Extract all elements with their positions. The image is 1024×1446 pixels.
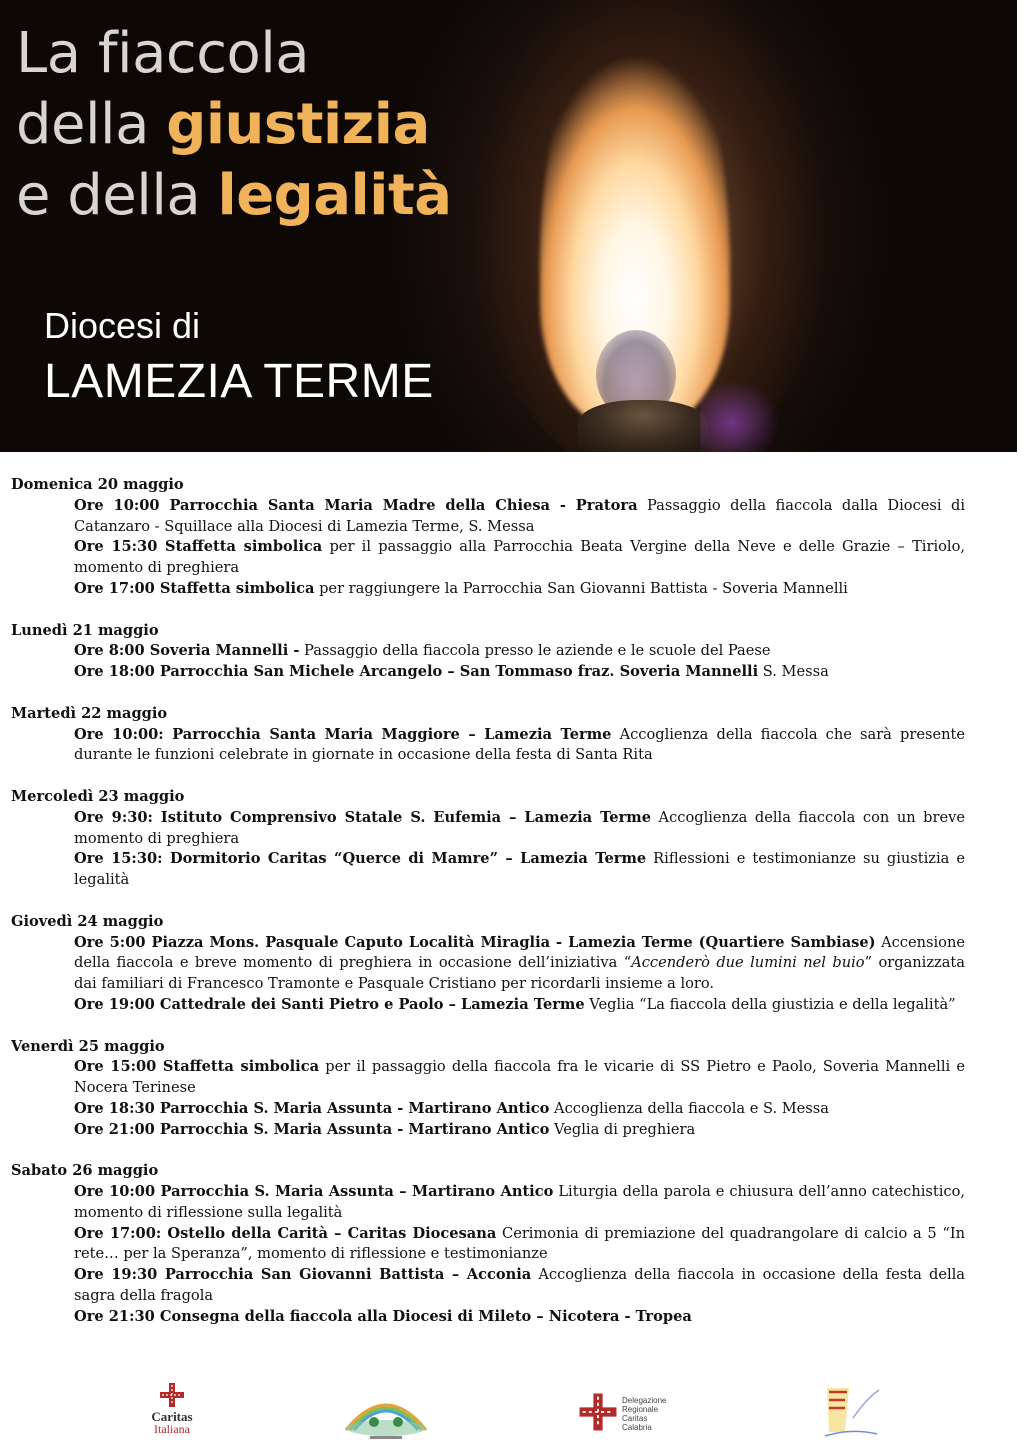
title-highlight: legalità bbox=[217, 163, 452, 228]
event-item bbox=[74, 537, 965, 579]
event-time-place: Ore 8:00 Soveria Mannelli - bbox=[74, 642, 300, 660]
title-line-3 bbox=[16, 163, 452, 228]
event-description: Cerimonia di premiazione del quadrangolare di calcio a 5 “In rete… per la Speranza”, momento di riflessione e testimonianze bbox=[74, 1224, 965, 1263]
event-time-place: Ore 9:30: Istituto Comprensivo Statale S. Eufemia – Lamezia Terme bbox=[74, 808, 652, 826]
event-item bbox=[74, 1265, 965, 1307]
flame-violet-glow bbox=[700, 380, 780, 452]
day-block bbox=[11, 621, 965, 683]
event-description: Passaggio della fiaccola presso le aziende e le scuole del Paese bbox=[299, 642, 771, 660]
event-item bbox=[74, 725, 965, 767]
day-block bbox=[11, 475, 965, 600]
day-title: Domenica 20 maggio bbox=[11, 476, 184, 493]
event-item bbox=[74, 1182, 965, 1224]
day-title: Giovedì 24 maggio bbox=[11, 912, 164, 930]
event-item bbox=[74, 1120, 965, 1141]
event-description: per il passaggio alla Parrocchia Beata Vergine della Neve e delle Grazie – Tiriolo, momento di preghiera bbox=[74, 538, 966, 577]
event-time-place: Ore 10:00: Parrocchia Santa Maria Maggiore – Lamezia Terme bbox=[74, 725, 612, 743]
event-time-place: Ore 17:00: Ostello della Carità – Caritas Diocesana bbox=[74, 1224, 497, 1242]
day-block bbox=[11, 1161, 965, 1327]
event-item bbox=[74, 496, 965, 538]
event-time-place: Ore 10:00 Parrocchia S. Maria Assunta – Martirano Antico bbox=[74, 1183, 554, 1201]
day-title: Sabato 26 maggio bbox=[11, 1162, 159, 1180]
event-description: Riflessioni e testimonianze su giustizia e legalità bbox=[74, 850, 965, 889]
event-time-place: Ore 15:30 Staffetta simbolica bbox=[74, 538, 323, 556]
event-time-place: Ore 19:30 Parrocchia San Giovanni Battista – Acconia bbox=[74, 1266, 532, 1284]
event-item bbox=[74, 1307, 965, 1328]
event-description: Accoglienza della fiaccola in occasione della festa della sagra della fragola bbox=[74, 1266, 965, 1305]
event-description: Accoglienza della fiaccola che sarà presente durante le funzioni celebrate in giornate in occasione della festa di Santa Rita bbox=[74, 725, 965, 764]
schedule bbox=[11, 475, 965, 1348]
day-block bbox=[11, 704, 965, 766]
falcone-icon bbox=[815, 1378, 885, 1442]
event-time-place: Ore 18:30 Parrocchia S. Maria Assunta - Martirano Antico bbox=[74, 1099, 550, 1117]
event-initiative-title: Accenderò due lumini nel buio bbox=[631, 954, 865, 972]
day-title: Martedì 22 maggio bbox=[11, 704, 168, 722]
event-time-place: Ore 21:30 Consegna della fiaccola alla Diocesi di Mileto – Nicotera - Tropea bbox=[74, 1307, 692, 1325]
header-banner bbox=[0, 0, 1017, 452]
event-description: Accoglienza della fiaccola con un breve momento di preghiera bbox=[74, 808, 965, 847]
diocesi-label: Diocesi di bbox=[44, 305, 201, 346]
event-description: Passaggio della fiaccola dalla Diocesi di Catanzaro - Squillace alla Diocesi di Lamezia Terme, S. Messa bbox=[74, 496, 965, 535]
title-text: della bbox=[16, 92, 167, 157]
event-description: per raggiungere la Parrocchia San Giovanni Battista - Soveria Mannelli bbox=[314, 579, 848, 597]
event-description: Veglia di preghiera bbox=[549, 1120, 696, 1138]
title-text: e della bbox=[16, 163, 218, 228]
event-time-place: Ore 15:00 Staffetta simbolica bbox=[74, 1058, 320, 1076]
caritas-name: Caritas bbox=[151, 1409, 193, 1424]
event-description: ” organizzata dai familiari di Francesco Tramonte e Pasquale Cristiano per ricordarli insieme a loro. bbox=[74, 954, 965, 993]
event-time-place: Ore 5:00 Piazza Mons. Pasquale Caputo Località Miraglia - Lamezia Terme (Quartiere Sambiase) bbox=[74, 933, 876, 951]
event-item bbox=[74, 662, 965, 683]
event-item bbox=[74, 849, 965, 891]
footer-logos bbox=[0, 1378, 1024, 1442]
event-item bbox=[74, 808, 965, 850]
event-description: Accoglienza della fiaccola e S. Messa bbox=[549, 1099, 829, 1117]
city-name: LAMEZIA TERME bbox=[44, 355, 434, 408]
event-time-place: Ore 21:00 Parrocchia S. Maria Assunta - Martirano Antico bbox=[74, 1120, 550, 1138]
event-item bbox=[74, 579, 965, 600]
caritas-italiana-logo bbox=[140, 1378, 204, 1442]
caritas-cross-icon bbox=[159, 1382, 185, 1408]
event-item bbox=[74, 1057, 965, 1099]
event-description: Accensione della fiaccola e breve momento di preghiera in occasione dell’iniziativa “ bbox=[74, 933, 965, 972]
event-item bbox=[74, 995, 965, 1016]
day-title: Lunedì 21 maggio bbox=[11, 621, 159, 639]
delegazione-text: Delegazione Regionale Caritas Calabria bbox=[622, 1396, 667, 1432]
title-highlight: giustizia bbox=[166, 92, 430, 157]
caritas-sub: Italiana bbox=[154, 1422, 190, 1436]
event-description: Liturgia della parola e chiusura dell’anno catechistico, momento di riflessione sulla legalità bbox=[74, 1183, 966, 1221]
candle-wick bbox=[578, 400, 708, 452]
event-description: Veglia “La fiaccola della giustizia e della legalità” bbox=[584, 995, 956, 1013]
delegazione-caritas-calabria-logo bbox=[576, 1378, 676, 1442]
event-item bbox=[74, 1099, 965, 1120]
day-title: Venerdì 25 maggio bbox=[11, 1037, 165, 1055]
event-time-place: Ore 19:00 Cattedrale dei Santi Pietro e Paolo – Lamezia Terme bbox=[74, 995, 585, 1013]
title-text: La fiaccola bbox=[16, 21, 310, 86]
event-time-place: Ore 17:00 Staffetta simbolica bbox=[74, 579, 315, 597]
caritas-cross-icon bbox=[578, 1392, 618, 1432]
rainbow-logo bbox=[340, 1378, 432, 1442]
day-block bbox=[11, 1037, 965, 1141]
rainbow-icon bbox=[340, 1378, 432, 1442]
day-block bbox=[11, 787, 965, 891]
title-line-2 bbox=[16, 92, 430, 157]
title-line-1 bbox=[16, 21, 310, 86]
event-item bbox=[74, 933, 965, 995]
event-item bbox=[74, 641, 965, 662]
event-time-place: Ore 15:30: Dormitorio Caritas “Querce di Mamre” – Lamezia Terme bbox=[74, 850, 647, 868]
day-block bbox=[11, 912, 965, 1016]
event-description: per il passaggio della fiaccola fra le vicarie di SS Pietro e Paolo, Soveria Mannelli e Nocera Terinese bbox=[74, 1058, 965, 1097]
progetto-falcone-logo bbox=[815, 1378, 885, 1442]
day-title: Mercoledì 23 maggio bbox=[11, 787, 185, 805]
event-time-place: Ore 18:00 Parrocchia San Michele Arcangelo – San Tommaso fraz. Soveria Mannelli bbox=[74, 663, 759, 681]
event-description: S. Messa bbox=[758, 663, 829, 681]
event-item bbox=[74, 1224, 965, 1266]
event-time-place: Ore 10:00 Parrocchia Santa Maria Madre della Chiesa - Pratora bbox=[74, 496, 638, 514]
